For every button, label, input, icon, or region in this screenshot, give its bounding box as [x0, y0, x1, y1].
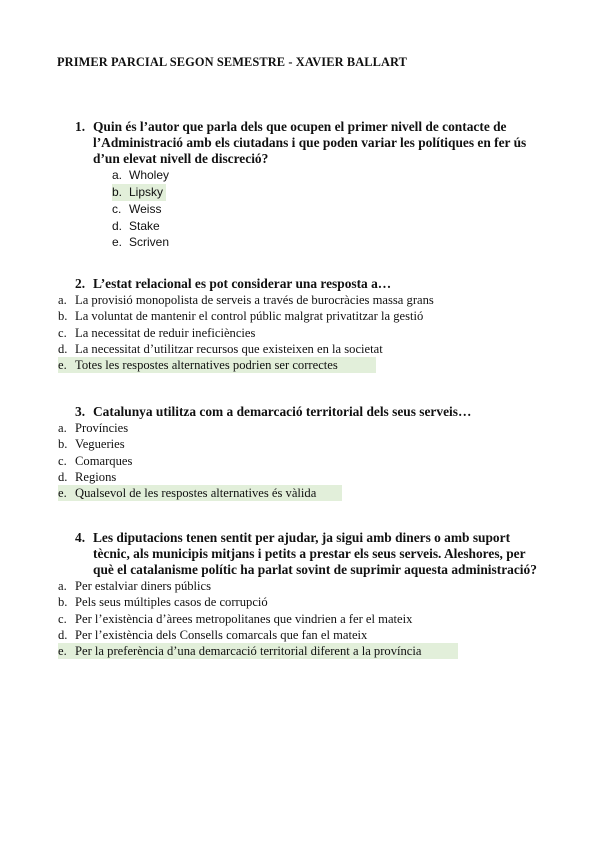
question-2-text-block [75, 276, 545, 292]
question-number: 1. [75, 119, 86, 134]
option-b-correct[interactable]: b. Lipsky [112, 184, 166, 200]
document-title: PRIMER PARCIAL SEGON SEMESTRE - XAVIER BALLART [57, 55, 408, 69]
option-e-correct[interactable]: e. Per la preferència d’una demarcació territorial diferent a la província [58, 643, 458, 659]
option-d[interactable]: d. Stake [112, 218, 160, 233]
question-4 [58, 530, 545, 659]
question-number: 2. [75, 276, 86, 291]
question-3-text-block [75, 404, 545, 420]
option-b[interactable]: b. Pels seus múltiples casos de corrupció [58, 595, 268, 610]
option-c[interactable]: c. Per l’existència d’àrees metropolitanes que vindrien a fer el mateix [58, 611, 413, 626]
question-2 [58, 276, 545, 373]
option-b[interactable]: b. La voluntat de mantenir el control públic malgrat privatitzar la gestió [58, 309, 424, 324]
option-c[interactable]: c. Weiss [112, 202, 162, 217]
option-list [58, 578, 545, 659]
question-4-text-block [75, 530, 545, 578]
option-a[interactable]: a. Províncies [58, 421, 129, 435]
option-b[interactable]: b. Vegueries [58, 437, 125, 452]
option-d[interactable]: d. La necessitat d’utilitzar recursos que existeixen en la societat [58, 341, 383, 356]
option-list [58, 292, 545, 373]
option-c[interactable]: c. Comarques [58, 453, 133, 468]
option-e-correct[interactable]: e. Totes les respostes alternatives podrien ser correctes [58, 357, 376, 373]
question-text: Les diputacions tenen sentit per ajudar, ja sigui amb diners o amb suport tècnic, als municipis mitjans i petits a prestar els seus serveis. Aleshores, per què el catalanisme polític ha parlat sovint de suprimir aquesta administració? [93, 530, 537, 577]
question-text: Quin és l’autor que parla dels que ocupen el primer nivell de contacte de l’Administració amb els ciutadans i que poden variar les polítiques en fer ús d’un elevat nivell de discreció? [93, 119, 527, 166]
question-number: 3. [75, 404, 86, 419]
option-a[interactable]: a. La provisió monopolista de serveis a través de burocràcies massa grans [58, 293, 434, 307]
option-d[interactable]: d. Regions [58, 469, 117, 484]
option-a[interactable]: a. Per estalviar diners públics [58, 579, 212, 593]
question-text: L’estat relacional es pot considerar una resposta a… [93, 276, 392, 291]
question-1-text-block [75, 119, 545, 167]
question-number: 4. [75, 530, 86, 545]
option-c[interactable]: c. La necessitat de reduir ineficiències [58, 325, 256, 340]
question-3 [58, 404, 545, 501]
option-list [58, 420, 545, 501]
option-e[interactable]: e. Scriven [112, 234, 170, 249]
option-d[interactable]: d. Per l’existència dels Consells comarcals que fan el mateix [58, 627, 368, 642]
option-a[interactable]: a. Wholey [112, 168, 170, 182]
question-text: Catalunya utilitza com a demarcació territorial dels seus serveis… [93, 404, 472, 419]
option-e-correct[interactable]: e. Qualsevol de les respostes alternatives és vàlida [58, 485, 342, 501]
option-list [112, 167, 545, 250]
question-1 [75, 119, 545, 250]
